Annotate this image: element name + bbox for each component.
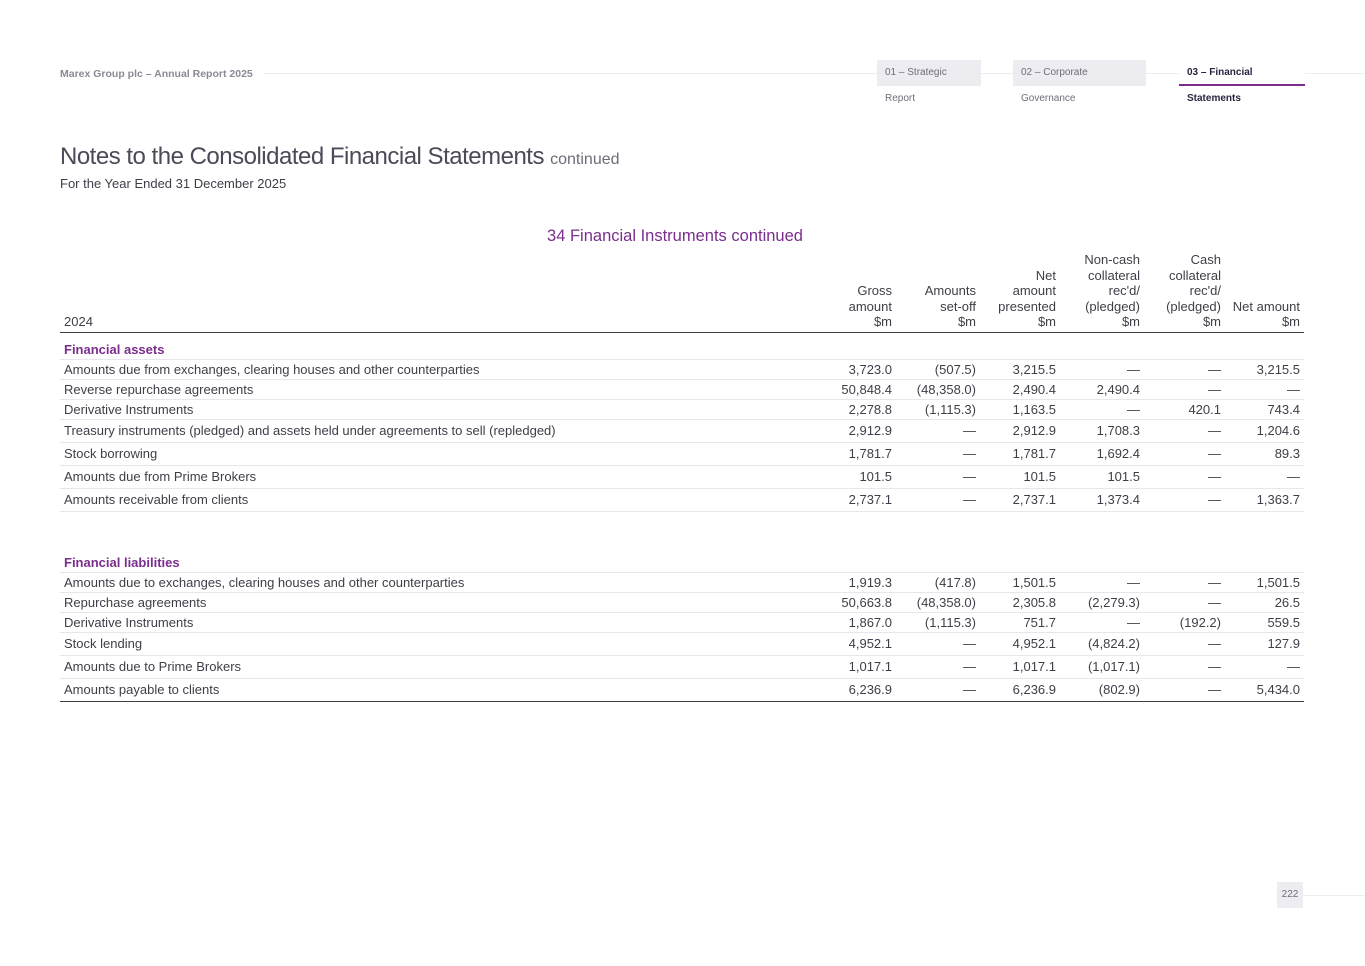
column-header-line: collateral <box>1087 267 1140 283</box>
cell-value: 3,215.5 <box>980 359 1060 379</box>
row-label: Amounts due from exchanges, clearing houses and other counterparties <box>60 359 834 379</box>
cell-value: 2,737.1 <box>980 488 1060 511</box>
table-row <box>60 465 1304 488</box>
column-header-line: Gross <box>857 283 892 299</box>
cell-value: — <box>1144 572 1225 592</box>
cell-value: 1,363.7 <box>1225 488 1304 511</box>
column-header-line: Cash <box>1190 252 1221 267</box>
cell-value: 26.5 <box>1225 592 1304 612</box>
cell-value: (48,358.0) <box>896 592 980 612</box>
tab-corporate-governance[interactable]: 02 – Corporate Governance <box>1013 60 1146 86</box>
table-row <box>60 592 1304 612</box>
cell-value: (48,358.0) <box>896 379 980 399</box>
cell-value: — <box>896 678 980 701</box>
cell-value: 420.1 <box>1144 399 1225 419</box>
page-subtitle: For the Year Ended 31 December 2025 <box>60 176 287 191</box>
cell-value: 5,434.0 <box>1225 678 1304 701</box>
table-body <box>60 332 1304 701</box>
spacer-cell <box>60 511 1304 546</box>
cell-value: 2,278.8 <box>834 399 896 419</box>
cell-value: 6,236.9 <box>834 678 896 701</box>
cell-value: 1,163.5 <box>980 399 1060 419</box>
report-brand: Marex Group plc – Annual Report 2025 <box>60 68 263 80</box>
table-header-row <box>60 252 1304 332</box>
cell-value: — <box>896 632 980 655</box>
column-header-line: set-off <box>940 298 976 314</box>
offsetting-table <box>60 252 1304 702</box>
cell-value: (507.5) <box>896 359 980 379</box>
row-label: Derivative Instruments <box>60 612 834 632</box>
cell-value: — <box>1144 488 1225 511</box>
column-unit: $m <box>1121 314 1140 330</box>
cell-value: — <box>1144 632 1225 655</box>
cell-value: 1,781.7 <box>980 442 1060 465</box>
column-header <box>980 252 1060 332</box>
column-header-line: (pledged) <box>1085 298 1140 314</box>
cell-value: 751.7 <box>980 612 1060 632</box>
cell-value: 6,236.9 <box>980 678 1060 701</box>
cell-value: 1,017.1 <box>834 655 896 678</box>
cell-value: — <box>896 419 980 442</box>
cell-value: 743.4 <box>1225 399 1304 419</box>
row-label: Amounts payable to clients <box>60 678 834 701</box>
section-title-text: 34 Financial Instruments <box>547 227 727 245</box>
cell-value: 1,017.1 <box>980 655 1060 678</box>
cell-value: 559.5 <box>1225 612 1304 632</box>
column-header-line: collateral <box>1168 267 1221 283</box>
cell-value: 1,781.7 <box>834 442 896 465</box>
cell-value: 2,305.8 <box>980 592 1060 612</box>
cell-value: — <box>1060 612 1144 632</box>
cell-value: — <box>1225 465 1304 488</box>
cell-value: 1,692.4 <box>1060 442 1144 465</box>
cell-value: 1,867.0 <box>834 612 896 632</box>
cell-value: (1,115.3) <box>896 399 980 419</box>
row-label: Amounts receivable from clients <box>60 488 834 511</box>
cell-value: (4,824.2) <box>1060 632 1144 655</box>
row-label: Amounts due to Prime Brokers <box>60 655 834 678</box>
cell-value: 4,952.1 <box>980 632 1060 655</box>
cell-value: — <box>1060 399 1144 419</box>
row-label: Treasury instruments (pledged) and assets held under agreements to sell (repledged) <box>60 419 834 442</box>
cell-value: (417.8) <box>896 572 980 592</box>
tab-financial-statements[interactable]: 03 – Financial Statements <box>1179 60 1305 86</box>
cell-value: 3,215.5 <box>1225 359 1304 379</box>
cell-value: (2,279.3) <box>1060 592 1144 612</box>
column-header-line: Net <box>1035 267 1056 283</box>
footer-rule <box>1303 895 1365 896</box>
cell-value: 89.3 <box>1225 442 1304 465</box>
cell-value: 1,501.5 <box>980 572 1060 592</box>
category-row <box>60 332 1304 359</box>
cell-value: (1,017.1) <box>1060 655 1144 678</box>
cell-value: — <box>896 655 980 678</box>
table-row <box>60 359 1304 379</box>
cell-value: 50,848.4 <box>834 379 896 399</box>
row-label: Stock lending <box>60 632 834 655</box>
column-header <box>896 252 980 332</box>
cell-value: — <box>1144 379 1225 399</box>
cell-value: 1,708.3 <box>1060 419 1144 442</box>
column-unit: $m <box>1037 314 1056 330</box>
table-row <box>60 399 1304 419</box>
cell-value: 4,952.1 <box>834 632 896 655</box>
column-header <box>1225 252 1304 332</box>
cell-value: 101.5 <box>1060 465 1144 488</box>
cell-value: — <box>1144 359 1225 379</box>
cell-value: 2,912.9 <box>834 419 896 442</box>
cell-value: 2,737.1 <box>834 488 896 511</box>
category-heading: Financial assets <box>60 332 1304 359</box>
row-label: Stock borrowing <box>60 442 834 465</box>
row-label: Reverse repurchase agreements <box>60 379 834 399</box>
cell-value: — <box>1144 419 1225 442</box>
row-label: Amounts due to exchanges, clearing houses and other counterparties <box>60 572 834 592</box>
tab-strategic-report[interactable]: 01 – Strategic Report <box>877 60 981 86</box>
cell-value: — <box>1144 678 1225 701</box>
cell-value: — <box>1060 359 1144 379</box>
column-unit: $m <box>1202 314 1221 330</box>
column-header <box>834 252 896 332</box>
column-header-line: Non-cash <box>1084 252 1140 267</box>
cell-value: — <box>1144 655 1225 678</box>
table-row <box>60 379 1304 399</box>
cell-value: — <box>896 488 980 511</box>
cell-value: 2,490.4 <box>980 379 1060 399</box>
table-row <box>60 678 1304 701</box>
cell-value: 101.5 <box>980 465 1060 488</box>
cell-value: — <box>1225 379 1304 399</box>
column-header-line: presented <box>998 298 1056 314</box>
cell-value: — <box>896 442 980 465</box>
cell-value: — <box>1144 592 1225 612</box>
page-title-suffix: continued <box>550 151 620 168</box>
cell-value: (1,115.3) <box>896 612 980 632</box>
cell-value: 101.5 <box>834 465 896 488</box>
column-header <box>1060 252 1144 332</box>
cell-value: (192.2) <box>1144 612 1225 632</box>
spacer-row <box>60 511 1304 546</box>
category-row <box>60 546 1304 573</box>
column-header-line: Net amount <box>1232 298 1300 314</box>
column-unit: $m <box>1281 314 1300 330</box>
cell-value: (802.9) <box>1060 678 1144 701</box>
column-header-line: rec'd/ <box>1108 283 1140 299</box>
cell-value: — <box>896 465 980 488</box>
cell-value: 3,723.0 <box>834 359 896 379</box>
column-header-line: amount <box>848 298 892 314</box>
column-header-line: amount <box>1012 283 1056 299</box>
cell-value: 1,204.6 <box>1225 419 1304 442</box>
table-row <box>60 442 1304 465</box>
cell-value: — <box>1144 465 1225 488</box>
table-row <box>60 655 1304 678</box>
table-row <box>60 572 1304 592</box>
column-header-line: Amounts <box>924 283 976 299</box>
cell-value: 1,919.3 <box>834 572 896 592</box>
row-label: Derivative Instruments <box>60 399 834 419</box>
column-header-line: rec'd/ <box>1189 283 1221 299</box>
cell-value: — <box>1060 572 1144 592</box>
cell-value: — <box>1225 655 1304 678</box>
page-title <box>60 143 620 171</box>
table-row <box>60 419 1304 442</box>
column-unit: $m <box>873 314 892 330</box>
table-row <box>60 612 1304 632</box>
page-number: 222 <box>1277 882 1303 908</box>
section-title-suffix: continued <box>731 227 803 245</box>
row-label: Repurchase agreements <box>60 592 834 612</box>
table-row <box>60 488 1304 511</box>
table-row <box>60 632 1304 655</box>
year-header: 2024 <box>60 252 834 332</box>
column-unit: $m <box>957 314 976 330</box>
cell-value: 1,373.4 <box>1060 488 1144 511</box>
cell-value: 2,490.4 <box>1060 379 1144 399</box>
cell-value: 2,912.9 <box>980 419 1060 442</box>
category-heading: Financial liabilities <box>60 546 1304 573</box>
row-label: Amounts due from Prime Brokers <box>60 465 834 488</box>
section-title <box>0 227 1350 246</box>
cell-value: 1,501.5 <box>1225 572 1304 592</box>
column-header <box>1144 252 1225 332</box>
cell-value: 50,663.8 <box>834 592 896 612</box>
page-title-text: Notes to the Consolidated Financial Statements <box>60 143 544 170</box>
cell-value: — <box>1144 442 1225 465</box>
column-header-line: (pledged) <box>1166 298 1221 314</box>
cell-value: 127.9 <box>1225 632 1304 655</box>
